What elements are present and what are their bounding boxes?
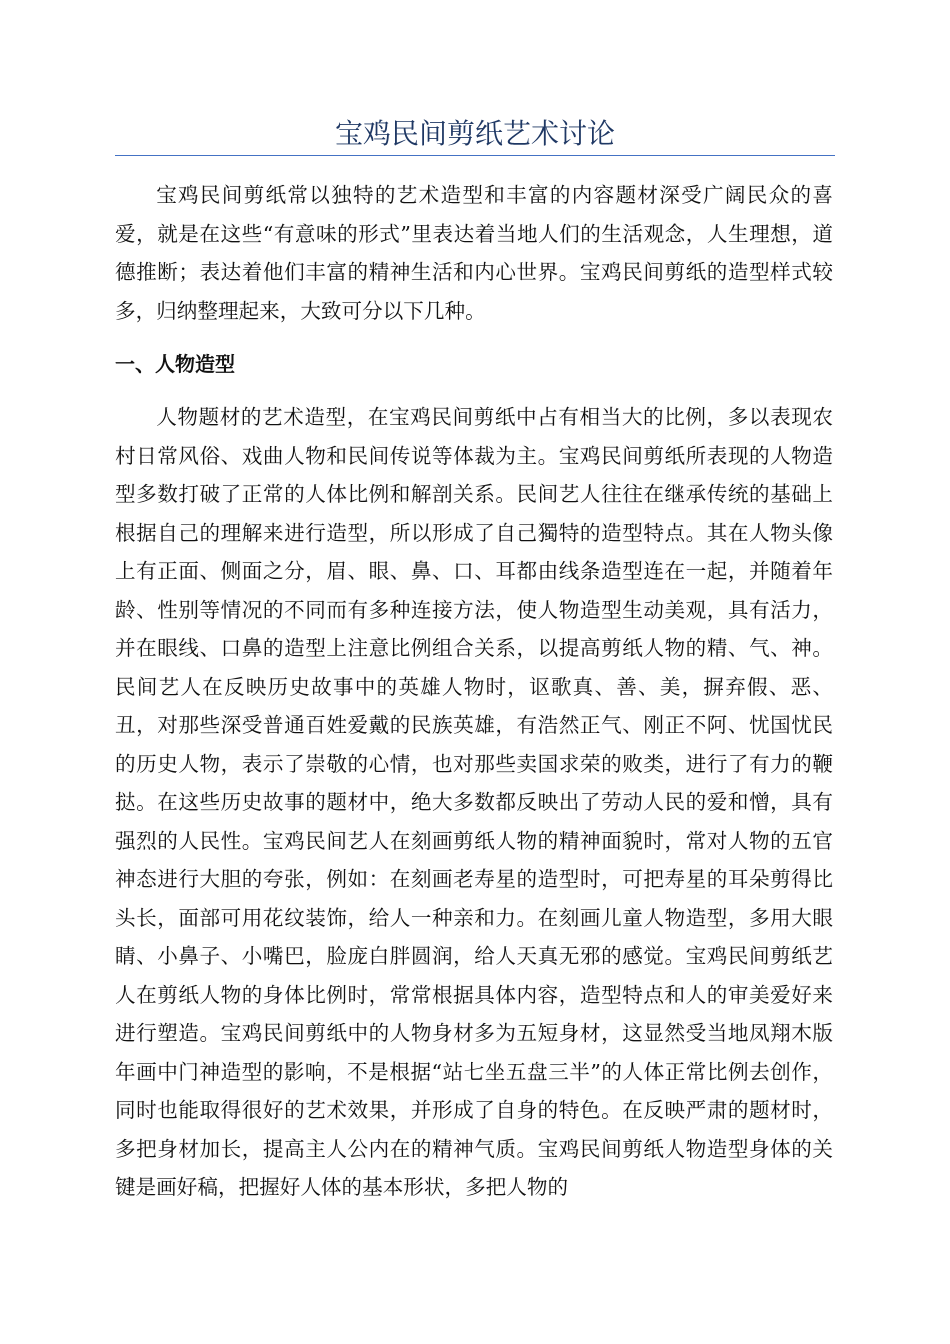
intro-paragraph: 宝鸡民间剪纸常以独特的艺术造型和丰富的内容题材深受广阔民众的喜爱，就是在这些“有意味的形式”里表达着当地人们的生活观念，人生理想，道德推断；表达着他们丰富的精神生活和内心世界。宝鸡民间剪纸的造型样式较多，归纳整理起来，大致可分以下几种。	[115, 183, 833, 323]
section-heading: 一、人物造型	[115, 352, 235, 376]
title-underline-rule	[115, 155, 835, 156]
section-body-paragraph: 人物题材的艺术造型，在宝鸡民间剪纸中占有相当大的比例，多以表现农村日常风俗、戏曲人物和民间传说等体裁为主。宝鸡民间剪纸所表现的人物造型多数打破了正常的人体比例和解剖关系。民间艺人往往在继承传统的基础上根据自己的理解来进行造型，所以形成了自己獨特的造型特点。其在人物头像上有正面、侧面之分，眉、眼、鼻、口、耳都由线条造型连在一起，并随着年龄、性别等情况的不同而有多种连接方法，使人物造型生动美观，具有活力，并在眼线、口鼻的造型上注意比例组合关系，以提高剪纸人物的精、气、神。民间艺人在反映历史故事中的英雄人物时，讴歌真、善、美，摒弃假、恶、丑，对那些深受普通百姓爱戴的民族英雄，有浩然正气、刚正不阿、忧国忧民的历史人物，表示了崇敬的心情，也对那些卖国求荣的败类，进行了有力的鞭挞。在这些历史故事的题材中，绝大多数都反映出了劳动人民的爱和憎，具有强烈的人民性。宝鸡民间艺人在刻画剪纸人物的精神面貌时，常对人物的五官神态进行大胆的夸张，例如：在刻画老寿星的造型时，可把寿星的耳朵剪得比头长，面部可用花纹装饰，给人一种亲和力。在刻画儿童人物造型，多用大眼睛、小鼻子、小嘴巴，脸庞白胖圆润，给人天真无邪的感觉。宝鸡民间剪纸艺人在剪纸人物的身体比例时，常常根据具体内容，造型特点和人的审美爱好来进行塑造。宝鸡民间剪纸中的人物身材多为五短身材，这显然受当地凤翔木版年画中门神造型的影响，不是根据“站七坐五盘三半”的人体正常比例去创作，同时也能取得很好的艺术效果，并形成了自身的特色。在反映严肃的题材时，多把身材加长，提高主人公内在的精神气质。宝鸡民间剪纸人物造型身体的关键是画好稿，把握好人体的基本形状，多把人物的	[115, 405, 833, 1199]
document-title: 宝鸡民间剪纸艺术讨论	[334, 117, 615, 150]
